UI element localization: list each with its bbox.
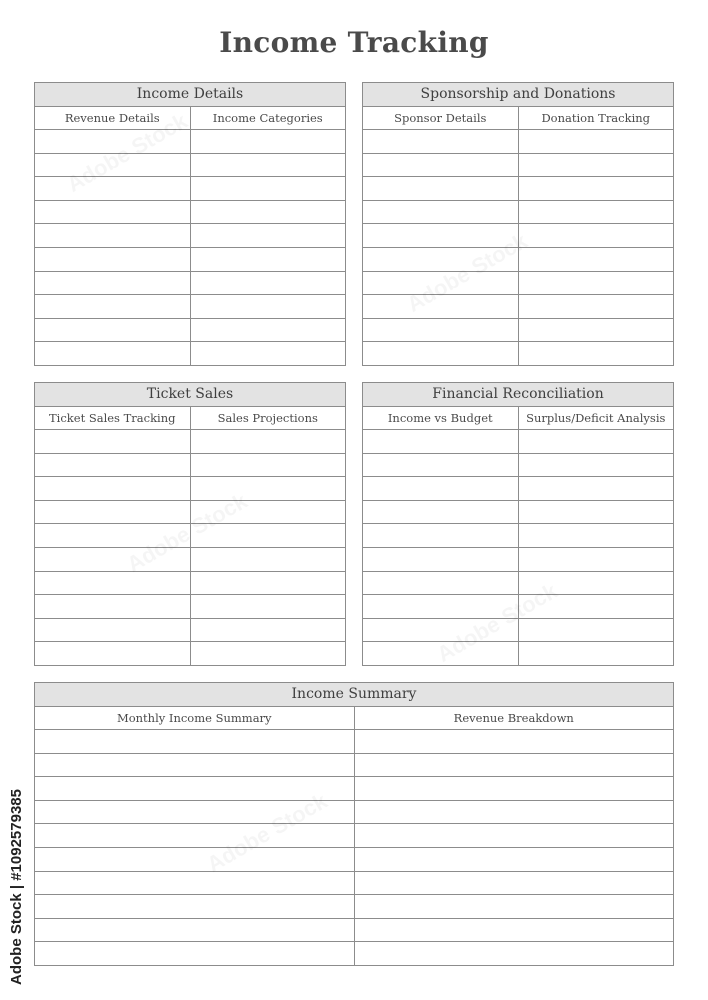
table-row (363, 430, 673, 454)
table-row (363, 319, 673, 343)
table-row (363, 295, 673, 319)
table-cell[interactable] (363, 524, 518, 547)
table-row (363, 548, 673, 572)
table-cell[interactable] (35, 872, 354, 895)
table-cell[interactable] (363, 619, 518, 642)
table-cell[interactable] (35, 501, 190, 524)
column-header: Monthly Income Summary (116, 711, 272, 725)
table-cell[interactable] (35, 524, 190, 547)
column-header: Donation Tracking (518, 107, 674, 129)
table-body (35, 730, 673, 966)
table-cell[interactable] (35, 754, 354, 777)
table-cell[interactable] (518, 524, 674, 547)
table-cell[interactable] (363, 548, 518, 571)
table-row (363, 501, 673, 525)
table-body (35, 130, 345, 366)
table-cell[interactable] (35, 130, 190, 153)
table-row (35, 319, 345, 343)
table-cell[interactable] (518, 501, 674, 524)
table-cell[interactable] (518, 130, 674, 153)
table-cell[interactable] (35, 895, 354, 918)
table-row (363, 572, 673, 596)
table-cell[interactable] (35, 572, 190, 595)
table-cell[interactable] (363, 295, 518, 318)
table-cell[interactable] (190, 477, 346, 500)
table-row (35, 848, 673, 872)
table-cell[interactable] (518, 342, 674, 366)
table-cell[interactable] (190, 201, 346, 224)
table-cell[interactable] (35, 942, 354, 966)
table-cell[interactable] (190, 319, 346, 342)
table-cell[interactable] (363, 642, 518, 666)
table-cell[interactable] (190, 272, 346, 295)
table-cell[interactable] (35, 848, 354, 871)
table-cell[interactable] (363, 595, 518, 618)
table-row (35, 454, 345, 478)
table-row (35, 201, 345, 225)
table-cell[interactable] (35, 319, 190, 342)
column-header: Sponsor Details (394, 111, 487, 125)
table-row (35, 595, 345, 619)
table-body (363, 430, 673, 666)
table-cell[interactable] (35, 177, 190, 200)
table-row (363, 619, 673, 643)
table-row (35, 224, 345, 248)
table-cell[interactable] (190, 224, 346, 247)
table-row (35, 272, 345, 296)
table-cell[interactable] (354, 942, 674, 966)
table-cell[interactable] (518, 295, 674, 318)
table-cell[interactable] (518, 642, 674, 666)
table-cell[interactable] (190, 454, 346, 477)
table-row (363, 642, 673, 666)
table-cell[interactable] (190, 295, 346, 318)
table-cell[interactable] (354, 919, 674, 942)
table-row (35, 824, 673, 848)
table-cell[interactable] (518, 619, 674, 642)
table-cell[interactable] (363, 477, 518, 500)
table-cell[interactable] (190, 595, 346, 618)
table-cell[interactable] (190, 177, 346, 200)
table-cell[interactable] (354, 754, 674, 777)
table-cell[interactable] (190, 619, 346, 642)
table-cell[interactable] (518, 177, 674, 200)
column-header: Ticket Sales Tracking (49, 411, 176, 425)
table-cell[interactable] (35, 730, 354, 753)
table-cell[interactable] (518, 201, 674, 224)
table-cell[interactable] (35, 248, 190, 271)
table-cell[interactable] (35, 154, 190, 177)
table-cell[interactable] (35, 201, 190, 224)
table-row (363, 177, 673, 201)
table-cell[interactable] (354, 895, 674, 918)
table-row (363, 272, 673, 296)
table-row (363, 224, 673, 248)
table-row (35, 477, 345, 501)
ticket-sales-table (34, 382, 346, 666)
column-header: Revenue Breakdown (354, 707, 674, 729)
stock-id-label: Adobe Stock | #1092579385 (8, 789, 25, 985)
table-cell[interactable] (190, 248, 346, 271)
table-row (35, 872, 673, 896)
page-title: Income Tracking (219, 26, 489, 59)
table-row (363, 595, 673, 619)
table-cell[interactable] (363, 430, 518, 453)
table-cell[interactable] (35, 548, 190, 571)
table-row (363, 201, 673, 225)
table-cell[interactable] (35, 642, 190, 666)
column-header: Income vs Budget (387, 411, 493, 425)
table-heading: Income Details (35, 83, 345, 107)
table-cell[interactable] (35, 824, 354, 847)
table-cell[interactable] (354, 730, 674, 753)
table-cell[interactable] (518, 454, 674, 477)
table-cell[interactable] (35, 595, 190, 618)
financial-reconciliation-table (362, 382, 674, 666)
table-cell[interactable] (518, 548, 674, 571)
table-cell[interactable] (190, 430, 346, 453)
table-cell[interactable] (363, 201, 518, 224)
table-cell[interactable] (363, 342, 518, 366)
income-summary-table (34, 682, 674, 966)
column-header-row (363, 407, 673, 430)
table-row (35, 501, 345, 525)
column-header: Income Categories (190, 107, 346, 129)
table-cell[interactable] (190, 342, 346, 366)
table-row (35, 548, 345, 572)
table-heading: Sponsorship and Donations (363, 83, 673, 107)
table-cell[interactable] (354, 777, 674, 800)
table-cell[interactable] (354, 801, 674, 824)
table-cell[interactable] (354, 824, 674, 847)
table-cell[interactable] (363, 272, 518, 295)
table-cell[interactable] (190, 548, 346, 571)
table-cell[interactable] (35, 454, 190, 477)
table-cell[interactable] (190, 501, 346, 524)
table-cell[interactable] (35, 919, 354, 942)
table-cell[interactable] (518, 430, 674, 453)
table-row (35, 730, 673, 754)
table-row (363, 477, 673, 501)
table-row (35, 342, 345, 366)
table-row (35, 777, 673, 801)
table-cell[interactable] (518, 477, 674, 500)
table-row (35, 642, 345, 666)
table-row (363, 342, 673, 366)
table-row (363, 154, 673, 178)
column-header-row (35, 707, 673, 730)
table-row (35, 130, 345, 154)
table-row (35, 801, 673, 825)
table-cell[interactable] (518, 248, 674, 271)
table-cell[interactable] (363, 319, 518, 342)
table-cell[interactable] (518, 572, 674, 595)
column-header: Surplus/Deficit Analysis (518, 407, 674, 429)
table-row (35, 248, 345, 272)
table-cell[interactable] (35, 295, 190, 318)
table-cell[interactable] (35, 272, 190, 295)
table-cell[interactable] (363, 248, 518, 271)
sponsorship-donations-table (362, 82, 674, 366)
table-heading: Income Summary (35, 683, 673, 707)
table-cell[interactable] (363, 130, 518, 153)
column-header: Revenue Details (64, 111, 160, 125)
column-header-row (363, 107, 673, 130)
column-header-row (35, 407, 345, 430)
table-row (35, 619, 345, 643)
table-cell[interactable] (35, 801, 354, 824)
table-row (35, 942, 673, 966)
income-details-table (34, 82, 346, 366)
table-row (363, 454, 673, 478)
table-cell[interactable] (190, 572, 346, 595)
table-row (35, 524, 345, 548)
table-row (35, 430, 345, 454)
table-cell[interactable] (518, 224, 674, 247)
table-cell[interactable] (35, 224, 190, 247)
table-cell[interactable] (35, 619, 190, 642)
table-row (35, 154, 345, 178)
table-row (35, 295, 345, 319)
table-cell[interactable] (35, 342, 190, 366)
table-cell[interactable] (190, 130, 346, 153)
table-heading: Financial Reconciliation (363, 383, 673, 407)
table-row (35, 177, 345, 201)
table-cell[interactable] (518, 595, 674, 618)
table-row (363, 524, 673, 548)
table-row (35, 754, 673, 778)
table-cell[interactable] (354, 848, 674, 871)
table-body (363, 130, 673, 366)
table-cell[interactable] (518, 272, 674, 295)
table-row (35, 919, 673, 943)
table-row (35, 895, 673, 919)
column-header-row (35, 107, 345, 130)
table-row (363, 248, 673, 272)
table-cell[interactable] (363, 154, 518, 177)
table-cell[interactable] (190, 642, 346, 666)
table-cell[interactable] (35, 477, 190, 500)
table-cell[interactable] (363, 177, 518, 200)
table-heading: Ticket Sales (35, 383, 345, 407)
table-row (35, 572, 345, 596)
table-cell[interactable] (363, 572, 518, 595)
table-cell[interactable] (363, 501, 518, 524)
table-cell[interactable] (518, 319, 674, 342)
table-cell[interactable] (363, 454, 518, 477)
table-cell[interactable] (518, 154, 674, 177)
column-header: Sales Projections (190, 407, 346, 429)
table-row (363, 130, 673, 154)
table-cell[interactable] (35, 777, 354, 800)
table-cell[interactable] (354, 872, 674, 895)
table-cell[interactable] (363, 224, 518, 247)
table-cell[interactable] (35, 430, 190, 453)
table-body (35, 430, 345, 666)
table-cell[interactable] (190, 154, 346, 177)
table-cell[interactable] (190, 524, 346, 547)
